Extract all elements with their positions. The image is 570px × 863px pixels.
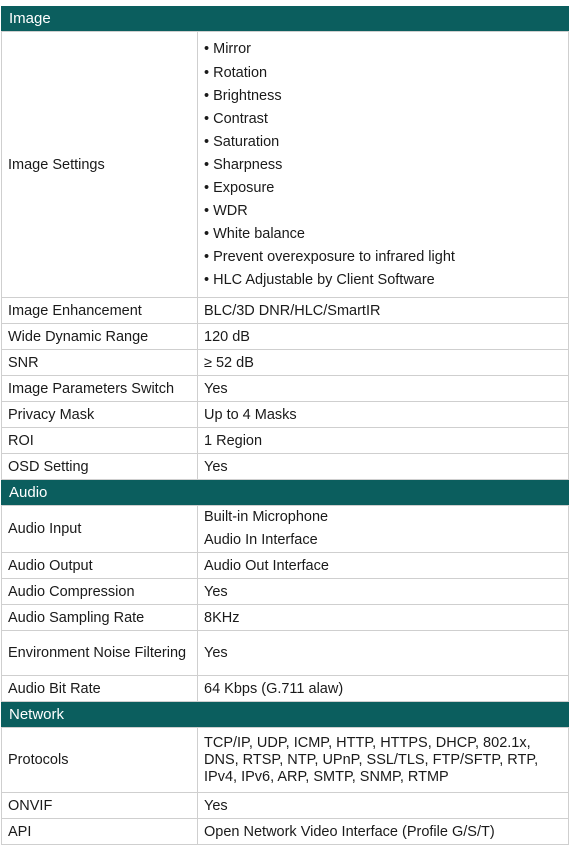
spec-value <box>198 506 568 552</box>
spec-label: OSD Setting <box>2 454 198 479</box>
spec-value: Yes <box>204 797 228 814</box>
spec-label: Image Settings <box>2 32 198 297</box>
spec-row-audio-sampling-rate <box>1 605 569 631</box>
spec-value: ≥ 52 dB <box>204 354 254 371</box>
spec-row-audio-bit-rate <box>1 676 569 702</box>
spec-label: Image Parameters Switch <box>2 376 198 401</box>
spec-label: Audio Sampling Rate <box>2 605 198 630</box>
list-item: • Contrast <box>204 108 562 131</box>
spec-row-onvif <box>1 793 569 819</box>
value-line: Audio In Interface <box>204 532 318 548</box>
spec-row-audio-input <box>1 506 569 553</box>
spec-value: Yes <box>204 458 228 475</box>
value-line: DNS, RTSP, NTP, UPnP, SSL/TLS, FTP/SFTP, RTP, <box>204 751 539 768</box>
spec-label: Audio Compression <box>2 579 198 604</box>
spec-row-audio-output <box>1 553 569 579</box>
spec-label: Audio Input <box>2 506 198 552</box>
spec-label: Audio Output <box>2 553 198 578</box>
spec-row-roi <box>1 428 569 454</box>
spec-value: Open Network Video Interface (Profile G/S/T) <box>204 823 495 840</box>
spec-row-environment-noise-filtering <box>1 631 569 676</box>
image-settings-list <box>198 32 568 297</box>
spec-value: Yes <box>204 645 228 661</box>
list-item: • Exposure <box>204 177 562 200</box>
spec-value: 64 Kbps (G.711 alaw) <box>204 680 344 697</box>
value-line: TCP/IP, UDP, ICMP, HTTP, HTTPS, DHCP, 802.1x, <box>204 734 531 751</box>
spec-row-privacy-mask <box>1 402 569 428</box>
list-item: • Prevent overexposure to infrared light <box>204 246 562 269</box>
spec-value: Audio Out Interface <box>204 557 329 574</box>
spec-value <box>198 728 568 792</box>
list-item: • Mirror <box>204 38 562 61</box>
spec-row-snr <box>1 350 569 376</box>
value-line: IPv4, IPv6, ARP, SMTP, SNMP, RTMP <box>204 768 449 785</box>
spec-label: Environment Noise Filtering <box>2 631 198 675</box>
spec-row-wide-dynamic-range <box>1 324 569 350</box>
section-header-network: Network <box>1 702 569 728</box>
spec-value: Yes <box>204 380 228 397</box>
spec-label: Wide Dynamic Range <box>2 324 198 349</box>
spec-value: BLC/3D DNR/HLC/SmartIR <box>204 302 381 319</box>
spec-label: Protocols <box>2 728 198 792</box>
spec-value: 8KHz <box>204 609 240 626</box>
spec-label: ONVIF <box>2 793 198 818</box>
section-header-audio: Audio <box>1 480 569 506</box>
spec-value: Yes <box>204 583 228 600</box>
spec-value: Up to 4 Masks <box>204 406 297 423</box>
spec-row-image-settings <box>1 32 569 298</box>
spec-label: SNR <box>2 350 198 375</box>
list-item: • Brightness <box>204 85 562 108</box>
section-header-image: Image <box>1 6 569 32</box>
spec-label: Image Enhancement <box>2 298 198 323</box>
list-item: • WDR <box>204 200 562 223</box>
list-item: • Saturation <box>204 131 562 154</box>
spec-table <box>1 6 569 845</box>
spec-row-osd-setting <box>1 454 569 480</box>
spec-row-protocols <box>1 728 569 793</box>
list-item: • HLC Adjustable by Client Software <box>204 269 562 292</box>
list-item: • Rotation <box>204 62 562 85</box>
list-item: • Sharpness <box>204 154 562 177</box>
spec-row-api <box>1 819 569 845</box>
value-line: Built-in Microphone <box>204 509 329 525</box>
spec-value: 120 dB <box>204 328 250 345</box>
list-item: • White balance <box>204 223 562 246</box>
spec-row-image-enhancement <box>1 298 569 324</box>
spec-label: API <box>2 819 198 844</box>
spec-label: Audio Bit Rate <box>2 676 198 701</box>
spec-value: 1 Region <box>204 432 263 449</box>
spec-label: ROI <box>2 428 198 453</box>
spec-row-audio-compression <box>1 579 569 605</box>
spec-label: Privacy Mask <box>2 402 198 427</box>
spec-row-image-parameters-switch <box>1 376 569 402</box>
